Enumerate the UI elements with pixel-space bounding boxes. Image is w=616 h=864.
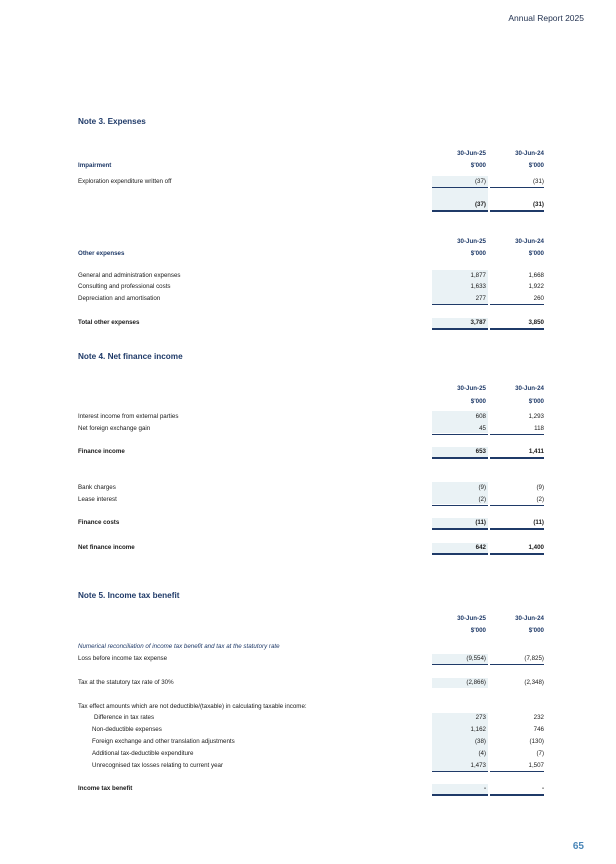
table-row: Unrecognised tax losses relating to current year 1,473 1,507	[92, 762, 544, 769]
impairment-heading: Impairment	[78, 162, 112, 169]
table-row: Difference in tax rates 273 232	[94, 714, 544, 721]
rule-line	[432, 187, 488, 188]
rule-line	[490, 553, 544, 555]
table-row: Foreign exchange and other translation adjustments (38) (130)	[92, 738, 544, 745]
table-row: Tax at the statutory tax rate of 30% (2,866) (2,348)	[78, 679, 544, 686]
rule-line	[432, 210, 488, 212]
total-row: (37) (31)	[474, 201, 544, 208]
rule-line	[490, 794, 544, 796]
column-header-row: 30-Jun-25 30-Jun-24	[457, 385, 544, 392]
total-row: Net finance income 642 1,400	[78, 544, 544, 551]
column-header-row: 30-Jun-25 30-Jun-24	[457, 238, 544, 245]
col-header-2024: 30-Jun-24	[515, 150, 544, 157]
table-row: Loss before income tax expense (9,554) (7,825)	[78, 655, 544, 662]
page-number: 65	[572, 841, 584, 852]
rule-line	[432, 457, 488, 459]
rule-line	[432, 505, 488, 506]
note5-title: Note 5. Income tax benefit	[78, 591, 180, 600]
rule-line	[490, 210, 544, 212]
unit-2025: $'000	[470, 162, 486, 169]
table-row: Depreciation and amortisation 277 260	[78, 295, 544, 302]
rule-line	[490, 505, 544, 506]
note4-title: Note 4. Net finance income	[78, 352, 183, 361]
table-row: Exploration expenditure written off (37) (31)	[78, 178, 544, 185]
recon-heading: Numerical reconciliation of income tax benefit and tax at the statutory rate	[78, 643, 280, 650]
rule-line	[490, 771, 544, 772]
rule-line	[432, 664, 488, 665]
total-row: Finance income 653 1,411	[78, 448, 544, 455]
col-header-2025: 30-Jun-25	[457, 150, 486, 157]
total-row: Finance costs (11) (11)	[78, 519, 544, 526]
other-expenses-heading: Other expenses	[78, 250, 125, 257]
table-row: Additional tax-deductible expenditure (4) (7)	[92, 750, 544, 757]
unit-header-row: $'000 $'000	[470, 398, 544, 405]
table-row: Non-deductible expenses 1,162 746	[92, 726, 544, 733]
table-row: Interest income from external parties 608 1,293	[78, 413, 544, 420]
unit-header-row: $'000 $'000	[470, 627, 544, 634]
rule-line	[432, 304, 488, 305]
rule-line	[432, 771, 488, 772]
rule-line	[490, 328, 544, 330]
table-row: Bank charges (9) (9)	[78, 484, 544, 491]
column-header-row	[78, 149, 544, 159]
table-row: General and administration expenses 1,877 1,668	[78, 272, 544, 279]
effects-heading: Tax effect amounts which are not deductible/(taxable) in calculating taxable income:	[78, 703, 307, 710]
table-row: Consulting and professional costs 1,633 1,922	[78, 283, 544, 290]
total-row: Income tax benefit - -	[78, 785, 544, 792]
rule-line	[490, 664, 544, 665]
unit-header-row	[78, 161, 544, 171]
unit-header-row: Other expenses $'000 $'000	[78, 250, 544, 257]
rule-line	[490, 434, 544, 435]
rule-line	[432, 528, 488, 530]
table-row: Net foreign exchange gain 45 118	[78, 425, 544, 432]
rule-line	[432, 328, 488, 330]
rule-line	[490, 187, 544, 188]
table-row: Lease interest (2) (2)	[78, 496, 544, 503]
note3-title: Note 3. Expenses	[78, 117, 146, 126]
rule-line	[490, 528, 544, 530]
rule-line	[490, 304, 544, 305]
column-header-row: 30-Jun-25 30-Jun-24	[457, 615, 544, 622]
unit-2024: $'000	[528, 162, 544, 169]
rule-line	[490, 457, 544, 459]
rule-line	[432, 553, 488, 555]
total-row: Total other expenses 3,787 3,850	[78, 319, 544, 326]
report-title: Annual Report 2025	[508, 13, 584, 23]
rule-line	[432, 434, 488, 435]
rule-line	[432, 794, 488, 796]
